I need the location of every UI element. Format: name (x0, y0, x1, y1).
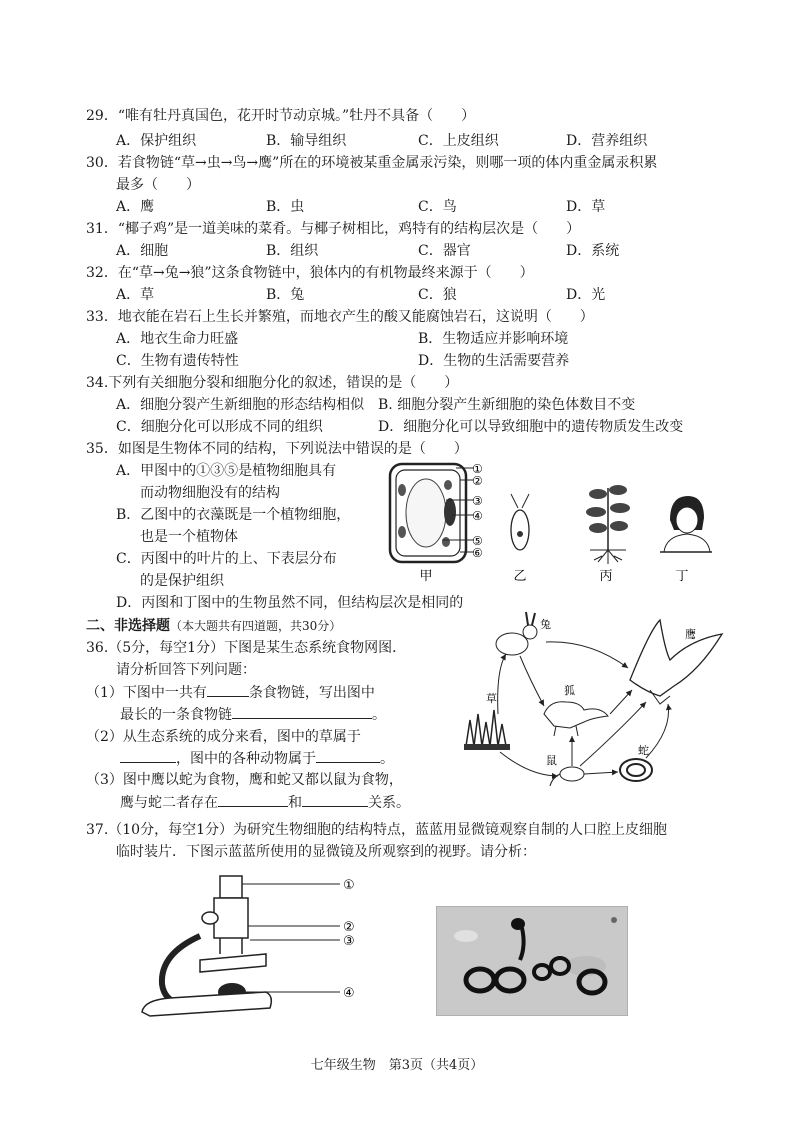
label-eagle: 鹰 (685, 628, 696, 641)
figure-label-ding: 丁 (675, 569, 689, 584)
q32-option-b: B．兔 (266, 287, 305, 303)
q33-stem: 33．地衣能在岩石上生长并繁殖，而地衣产生的酸又能腐蚀岩石，这说明（ ） (86, 309, 594, 325)
q36-part3-text-c: 和 (288, 795, 302, 811)
label-rabbit: 兔 (540, 618, 551, 631)
person-illustration (660, 496, 712, 552)
q29-option-c: C．上皮组织 (418, 133, 499, 149)
q36-part1 (86, 682, 375, 703)
q35-stem: 35．如图是生物体不同的结构，下列说法中错误的是（ ） (86, 441, 468, 457)
q36-blank-grass-role[interactable] (120, 748, 176, 763)
q36-blank-longest-chain[interactable] (232, 704, 372, 719)
mouse-illustration (550, 767, 584, 786)
microscope-illustration (142, 876, 271, 1016)
scope-label-3: ③ (343, 934, 355, 949)
q30-option-c: C．鸟 (418, 199, 457, 215)
q36-line2: 请分析回答下列问题： (116, 662, 256, 678)
q34-option-c: C．细胞分化可以形成不同的组织 (116, 419, 323, 435)
q35-option-d: D．丙图和丁图中的生物虽然不同，但结构层次是相同的 (116, 595, 464, 611)
q36-part2-text-b: ，图中的各种动物属于 (176, 751, 316, 767)
q36-part3-text-b: 鹰与蛇二者存在 (120, 795, 218, 811)
scope-label-2: ② (343, 920, 355, 935)
q31-stem: 31．“椰子鸡”是一道美味的菜肴。与椰子树相比，鸡特有的结构层次是（ ） (86, 221, 581, 237)
section-title: 二、非选择题 (86, 618, 170, 634)
q29-option-b: B．输导组织 (266, 133, 347, 149)
q36-part1-text-b: 条食物链，写出图中 (248, 685, 375, 701)
q30-option-a: A．鹰 (116, 199, 155, 215)
q35-option-c-line1: C．丙图中的叶片的上、下表层分布 (116, 551, 337, 567)
q30-stem-line2: 最多（ ） (116, 177, 200, 193)
plant-seedling-illustration (586, 485, 630, 564)
figure-label-jia: 甲 (419, 569, 433, 584)
q36-part3-line2 (120, 792, 410, 813)
q36-line1: 36.（5分，每空1分）下图是某生态系统食物网图． (86, 640, 407, 656)
q36-part1-text-c: 最长的一条食物链 (120, 707, 232, 723)
q36-blank-relation-1[interactable] (218, 792, 288, 807)
q36-part2-line2 (120, 748, 394, 769)
cell-label-4: ④ (472, 509, 483, 523)
q31-option-d: D．系统 (566, 243, 620, 259)
q31-option-c: C．器官 (418, 243, 471, 259)
fox-illustration (544, 702, 608, 736)
section-note: （本大题共有四道题，共30分） (170, 619, 342, 633)
q30-stem-line1: 30．若食物链“草→虫→鸟→鹰”所在的环境被某重金属汞污染，则哪一项的体内重金属汞积累 (86, 155, 658, 171)
microscope-figure (140, 874, 370, 1024)
rabbit-illustration (496, 612, 537, 655)
label-mouse: 鼠 (546, 754, 557, 767)
q34-option-a: A．细胞分裂产生新细胞的形态结构相似 (116, 397, 365, 413)
q35-option-c-line2: 的是保护组织 (140, 573, 224, 589)
plant-cell-diagram (390, 464, 474, 562)
cell-label-2: ② (472, 474, 483, 488)
q37-line1: 37.（10分，每空1分）为研究生物细胞的结构特点，蓝蓝用显微镜观察自制的人口腔上皮细胞 (86, 822, 667, 838)
scope-label-1: ① (343, 878, 355, 893)
label-snake: 蛇 (638, 744, 649, 757)
q30-option-b: B．虫 (266, 199, 305, 215)
q35-option-b-line1: B．乙图中的衣藻既是一个植物细胞， (116, 507, 351, 523)
q33-option-d: D．生物的生活需要营养 (418, 353, 570, 369)
q37-line2: 临时装片．下图示蓝蓝所使用的显微镜及所观察到的视野。请分析： (116, 844, 536, 860)
figure-label-bing: 丙 (599, 569, 613, 584)
scope-label-4: ④ (343, 986, 355, 1001)
label-fox: 狐 (564, 684, 575, 697)
q36-blank-relation-2[interactable] (302, 792, 368, 807)
q33-option-a: A．地衣生命力旺盛 (116, 331, 239, 347)
q34-stem: 34.下列有关细胞分裂和细胞分化的叙述，错误的是（ ） (86, 375, 459, 391)
cell-label-3: ③ (472, 494, 483, 508)
grass-illustration (464, 710, 510, 750)
figure-label-yi: 乙 (513, 569, 527, 584)
q35-option-b-line2: 也是一个植物体 (140, 529, 238, 545)
q36-part2-text-a: （2）从生态系统的成分来看，图中的草属于 (86, 729, 361, 745)
q32-stem: 32．在“草→兔→狼”这条食物链中，狼体内的有机物最终来源于（ ） (86, 265, 534, 281)
q36-blank-animal-role[interactable] (316, 748, 380, 763)
snake-illustration (620, 759, 652, 781)
q35-figure (386, 460, 726, 586)
q36-blank-chain-count[interactable] (207, 682, 249, 697)
q36-part2 (86, 726, 361, 747)
microscope-view-photo (436, 906, 628, 1016)
q32-option-d: D．光 (566, 287, 606, 303)
q33-option-b: B．生物适应并影响环境 (418, 331, 569, 347)
chlamydomonas-illustration (511, 494, 529, 550)
q32-option-c: C．狼 (418, 287, 457, 303)
q32-option-a: A．草 (116, 287, 155, 303)
q31-option-a: A．细胞 (116, 243, 169, 259)
q36-part3: （3）图中鹰以蛇为食物，鹰和蛇又都以鼠为食物， (86, 772, 403, 788)
q34-option-d: D．细胞分化可以导致细胞中的遗传物质发生改变 (378, 419, 684, 435)
q29-option-d: D．营养组织 (566, 133, 648, 149)
q36-part1-text-a: （1）下图中一共有 (86, 685, 207, 701)
eagle-illustration (630, 620, 722, 704)
page-footer: 七年级生物 第3页（共4页） (310, 1058, 484, 1073)
q30-option-d: D．草 (566, 199, 606, 215)
cell-label-5: ⑤ (472, 534, 483, 548)
q36-part3-text-d: 关系。 (368, 795, 410, 811)
cell-label-6: ⑥ (472, 546, 483, 560)
q36-part1-text-d: 。 (372, 707, 386, 723)
q36-part2-text-c: 。 (380, 751, 394, 767)
q33-option-c: C．生物有遗传特性 (116, 353, 239, 369)
cell-label-1: ① (472, 462, 483, 476)
food-web-figure (460, 610, 730, 810)
label-grass: 草 (486, 692, 497, 705)
q34-option-b: B. 细胞分裂产生新细胞的染色体数目不变 (378, 397, 636, 413)
q35-option-a-line2: 而动物细胞没有的结构 (140, 485, 280, 501)
q29-option-a: A．保护组织 (116, 133, 197, 149)
q31-option-b: B．组织 (266, 243, 319, 259)
q36-part1-line2 (120, 704, 386, 725)
q29-stem: 29．“唯有牡丹真国色，花开时节动京城。”牡丹不具备（ ） (86, 108, 476, 124)
q35-option-a-line1: A．甲图中的①③⑤是植物细胞具有 (116, 463, 337, 479)
section-heading (86, 616, 341, 636)
